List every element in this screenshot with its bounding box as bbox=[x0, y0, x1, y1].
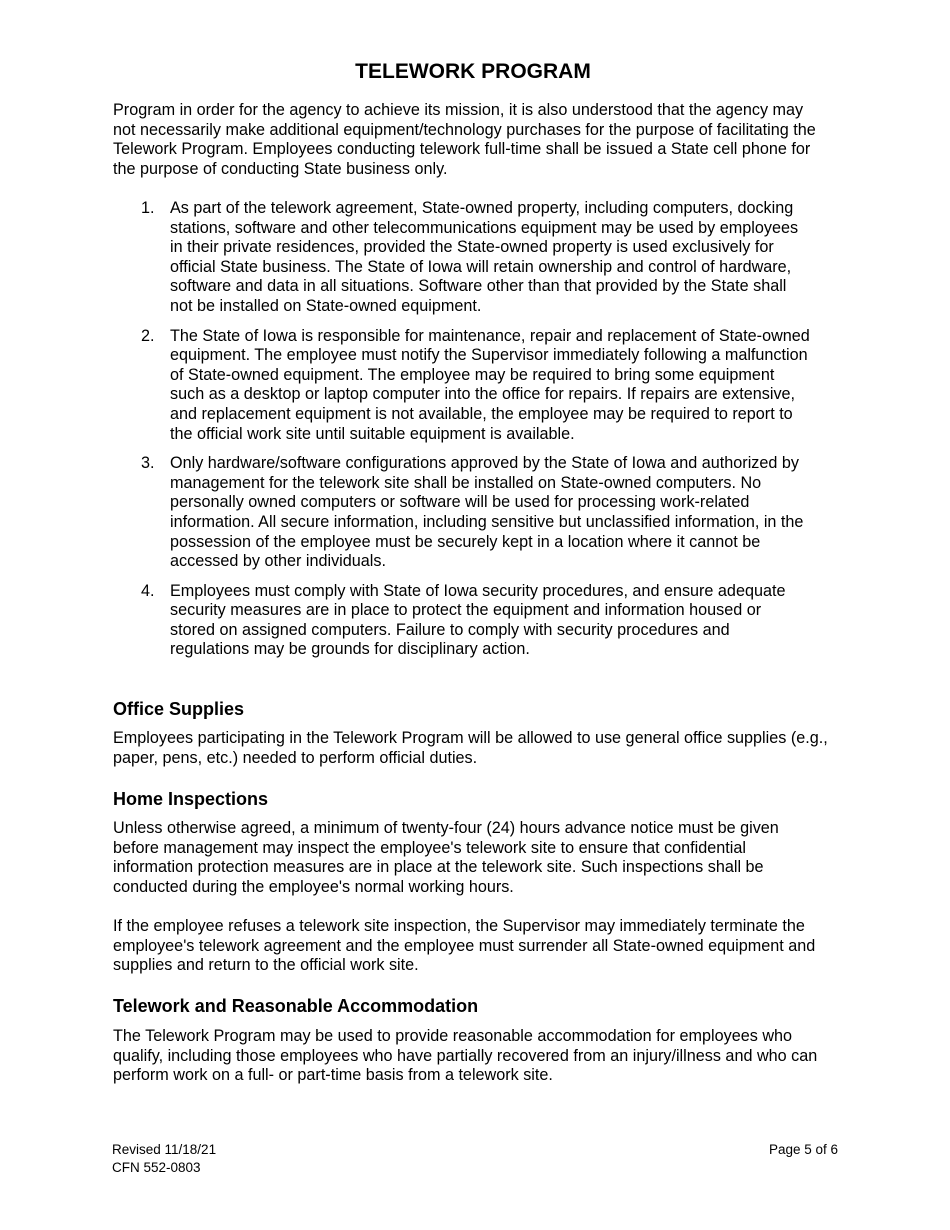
list-item bbox=[113, 199, 810, 317]
intro-paragraph: Program in order for the agency to achieve its mission, it is also understood that the agency may not necessarily make additional equipment/technology purchases for the purpose of facilitating the Telework Program. Employees conducting telework full-time shall be issued a State cell phone for the purpose of conducting State business only. bbox=[113, 101, 816, 178]
office-supplies-heading: Office Supplies bbox=[113, 699, 245, 719]
list-item-text: As part of the telework agreement, State-owned property, including computers, docking stations, software and other telecommunications equipment may be used by employees in their private residences, provided the State-owned property is used exclusively for official State business. The State of Iowa will retain ownership and control of hardware, software and data in all situations. Software other than that provided by the State shall not be installed on State-owned equipment. bbox=[170, 199, 799, 315]
list-item bbox=[113, 582, 810, 660]
list-item-text: Employees must comply with State of Iowa security procedures, and ensure adequate security measures are in place to protect the equipment and information housed or stored on assigned computers. Failure to comply with security procedures and regulations may be grounds for disciplinary action. bbox=[170, 581, 786, 659]
list-item-number: 1. bbox=[141, 199, 155, 217]
list-item bbox=[113, 327, 810, 445]
footer-page-number: Page 5 of 6 bbox=[768, 1142, 838, 1157]
equipment-list bbox=[113, 199, 833, 670]
list-item-text: The State of Iowa is responsible for maintenance, repair and replacement of State-owned equipment. The employee must notify the Supervisor immediately following a malfunction of State-owned equipment. The employee may be required to bring some equipment such as a desktop or laptop computer into the office for repairs. If repairs are extensive, and replacement equipment is not available, the employee may be required to report to the official work site until suitable equipment is available. bbox=[170, 326, 810, 443]
accommodation-heading: Telework and Reasonable Accommodation bbox=[113, 996, 479, 1016]
footer-cfn: CFN 552-0803 bbox=[112, 1159, 201, 1175]
home-inspections-paragraph-2: If the employee refuses a telework site inspection, the Supervisor may immediately terminate the employee's telework agreement and the employee must surrender all State-owned equipment and supplies and return to the official work site. bbox=[113, 917, 816, 975]
list-item-number: 4. bbox=[141, 581, 155, 600]
footer-revised-date: Revised 11/18/21 bbox=[112, 1142, 217, 1157]
footer-revision-info bbox=[112, 1141, 216, 1176]
page-title: TELEWORK PROGRAM bbox=[355, 60, 591, 83]
accommodation-paragraph: The Telework Program may be used to provide reasonable accommodation for employees who qualify, including those employees who have partially recovered from an injury/illness and who can perform work on a full- or part-time basis from a telework site. bbox=[113, 1027, 818, 1085]
list-item-number: 3. bbox=[141, 454, 155, 473]
list-item bbox=[113, 454, 810, 572]
office-supplies-paragraph: Employees participating in the Telework Program will be allowed to use general office supplies (e.g., paper, pens, etc.) needed to perform official duties. bbox=[113, 729, 828, 767]
list-item-number: 2. bbox=[141, 326, 155, 345]
home-inspections-paragraph-1: Unless otherwise agreed, a minimum of twenty-four (24) hours advance notice must be given before management may inspect the employee's telework site to ensure that confidential information protection measures are in place at the telework site. Such inspections shall be conducted during the employee's normal working hours. bbox=[113, 819, 779, 896]
home-inspections-heading: Home Inspections bbox=[113, 789, 269, 809]
list-item-text: Only hardware/software configurations approved by the State of Iowa and authorized by management for the telework site shall be installed on State-owned computers. No personally owned computers or software will be used for processing work-related information. All secure information, including sensitive but unclassified information, in the possession of the employee must be securely kept in a location where it cannot be accessed by other individuals. bbox=[170, 454, 804, 571]
